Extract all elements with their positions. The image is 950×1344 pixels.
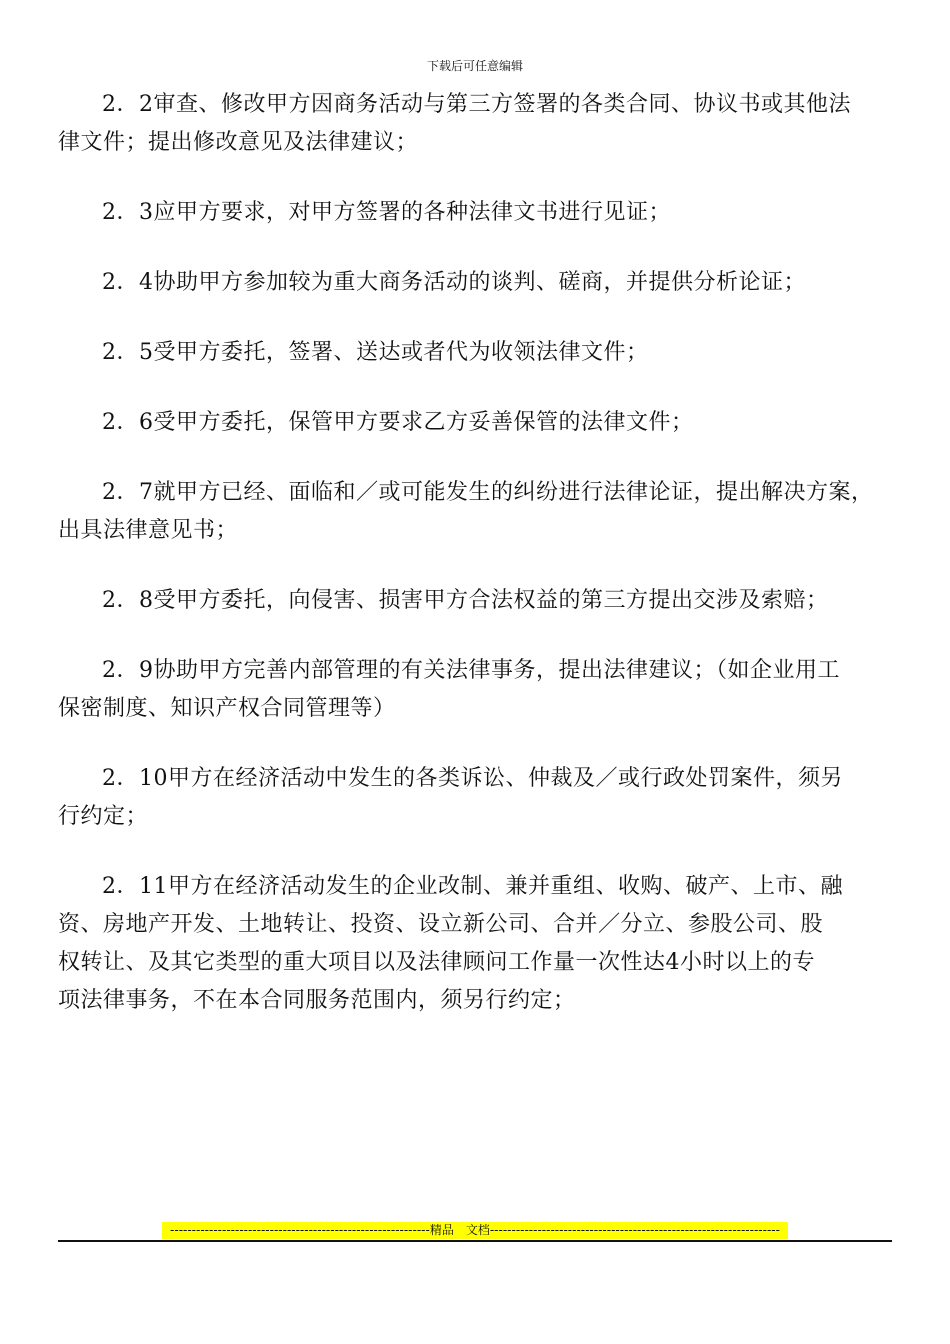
footer-divider — [58, 1240, 892, 1242]
clause-2-10 — [58, 760, 894, 836]
clause-line: 2．5受甲方委托，签署、送达或者代为收领法律文件； — [102, 340, 649, 365]
document-body — [58, 86, 894, 1052]
page-header: 下载后可任意编辑 — [426, 59, 523, 73]
clause-2-7 — [58, 474, 894, 550]
clause-line: 2．4协助甲方参加较为重大商务活动的谈判、磋商，并提供分析论证； — [102, 270, 806, 295]
clause-line: 律文件；提出修改意见及法律建议； — [58, 130, 419, 155]
clause-line: 出具法律意见书； — [58, 518, 239, 543]
clause-2-9 — [58, 652, 894, 728]
clause-line: 行约定； — [58, 804, 149, 829]
clause-line: 2．6受甲方委托，保管甲方要求乙方妥善保管的法律文件； — [102, 410, 694, 435]
clause-line: 保密制度、知识产权合同管理等） — [58, 696, 396, 721]
clause-2-8 — [58, 582, 894, 620]
footer-banner: ------------------------------------------------------------精品 文档------------------------------------------------------------------- — [162, 1222, 788, 1239]
clause-line: 2．10甲方在经济活动中发生的各类诉讼、仲裁及／或行政处罚案件，须另 — [102, 766, 843, 791]
clause-2-11 — [58, 868, 894, 1020]
clause-line: 2．11甲方在经济活动发生的企业改制、兼并重组、收购、破产、上市、融 — [102, 874, 843, 899]
clause-line: 资、房地产开发、土地转让、投资、设立新公司、合并／分立、参股公司、股 — [58, 912, 824, 937]
clause-2-3 — [58, 194, 894, 232]
clause-2-5 — [58, 334, 894, 372]
clause-line: 2．3应甲方要求，对甲方签署的各种法律文书进行见证； — [102, 200, 671, 225]
clause-2-6 — [58, 404, 894, 442]
clause-line: 2．8受甲方委托，向侵害、损害甲方合法权益的第三方提出交涉及索赔； — [102, 588, 829, 613]
clause-line: 项法律事务，不在本合同服务范围内，须另行约定； — [58, 988, 576, 1013]
clause-line: 2．2审查、修改甲方因商务活动与第三方签署的各类合同、协议书或其他法 — [102, 92, 851, 117]
clause-2-4 — [58, 264, 894, 302]
clause-line: 权转让、及其它类型的重大项目以及法律顾问工作量一次性达4小时以上的专 — [58, 950, 815, 975]
clause-line: 2．7就甲方已经、面临和／或可能发生的纠纷进行法律论证，提出解决方案， — [102, 480, 874, 505]
clause-line: 2．9协助甲方完善内部管理的有关法律事务，提出法律建议；（如企业用工 — [102, 658, 840, 683]
clause-2-2 — [58, 86, 894, 162]
